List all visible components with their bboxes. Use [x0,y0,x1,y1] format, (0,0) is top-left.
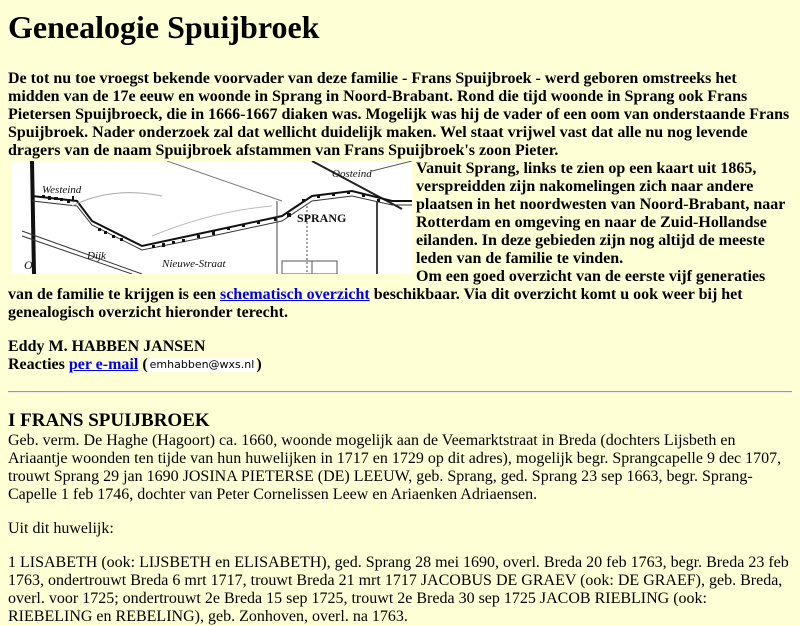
author-block [8,338,792,374]
child-entry-1: 1 LISABETH (ook: LIJSBETH en ELISABETH), ged. Sprang 28 mei 1690, overl. Breda 20 feb 1763, begr. Breda 23 feb 1763, ondertrouwt Breda 6 mrt 1717, trouwt Breda 21 mrt 1717 JACOBUS DE GRAEV (ook: DE GRAEF), geb. Breda, overl. voor 1725; ondertrouwt 2e Breda 15 sep 1725, trouwt 2e Breda 30 sep 1725 JACOB RIEBLING (ook: RIEBELING en REBELING), geb. Zonhoven, overl. na 1763. [8,554,789,625]
email-open-paren: ( [138,356,148,373]
svg-text:Nieuwe-Straat: Nieuwe-Straat [162,258,226,270]
intro-paragraph-3-before: Om een goed overzicht van de eerste vijf generaties van de familie te krijgen is een [8,268,766,303]
intro-paragraph-1: De tot nu toe vroegst bekende voorvader van deze familie - Frans Spuijbroek - werd geboren omstreeks het midden van de 17e eeuw en woonde in Sprang in Noord-Brabant. Rond die tijd woonde in Sprang ook Frans Pietersen Spuijbroeck, die in 1666-1667 diaken was. Mogelijk was hij de vader of een oom van onderstaande Frans Spuijbroek. Nader onderzoek zal dat wellicht duidelijk maken. Wel staat vrijwel vast dat alle nu nog levende dragers van de naam Spuijbroek afstammen van Frans Spuijbroek's zoon Pieter. [8,70,790,159]
map-drawing-icon [12,161,412,274]
intro-with-map [8,160,792,322]
contact-line [8,356,792,374]
email-close-paren: ) [256,356,262,373]
email-address-image: emhabben@wxs.nl [149,358,255,371]
svg-text:O: O [24,258,33,272]
section-divider [8,391,792,393]
svg-text:Dijk: Dijk [87,250,106,262]
children-intro: Uit dit huwelijk: [8,520,114,537]
schematic-overview-link[interactable]: schematisch overzicht [219,286,370,303]
intro-paragraph-2-text: Vanuit Sprang, links te zien op een kaart uit 1865, verspreidden zijn nakomelingen zich naar andere plaatsen in het noordwesten van Noord-Brabant, naar Rotterdam en omgeving en naar de Zuid-Hollandse eilanden. In deze gebieden zijn nog altijd de meeste leden van de familie te vinden. [416,160,786,267]
intro-paragraph-3-after: beschikbaar. Via dit overzicht komt u ook weer bij het genealogisch overzicht hieronder terecht. [8,286,743,321]
email-link[interactable]: per e-mail [68,356,139,373]
sprang-map-image [12,161,412,274]
section-heading: I FRANS SPUIJBROEK [8,410,210,431]
reacties-label: Reacties [8,356,65,373]
page-title: Genealogie Spuijbroek [8,9,320,45]
section-bio: Geb. verm. De Haghe (Hagoort) ca. 1660, woonde mogelijk aan de Veemarktstraat in Breda (dochters Lijsbeth en Ariaantje woonden ten tijde van hun huwelijken in 1717 en 1729 op dit adres), mogelijk begr. Sprangcapelle 9 dec 1707, trouwt Sprang 29 jan 1690 JOSINA PIETERSE (DE) LEEUW, geb. Sprang, ged. Sprang 23 sep 1663, begr. Sprang-Capelle 1 feb 1746, dochter van Peter Cornelissen Leew en Ariaenken Adriaensen. [8,432,782,503]
svg-text:SPRANG: SPRANG [297,211,347,225]
author-name: Eddy M. HABBEN JANSEN [8,338,206,355]
svg-text:Oosteind: Oosteind [332,168,372,180]
svg-text:Westeind: Westeind [42,184,82,196]
